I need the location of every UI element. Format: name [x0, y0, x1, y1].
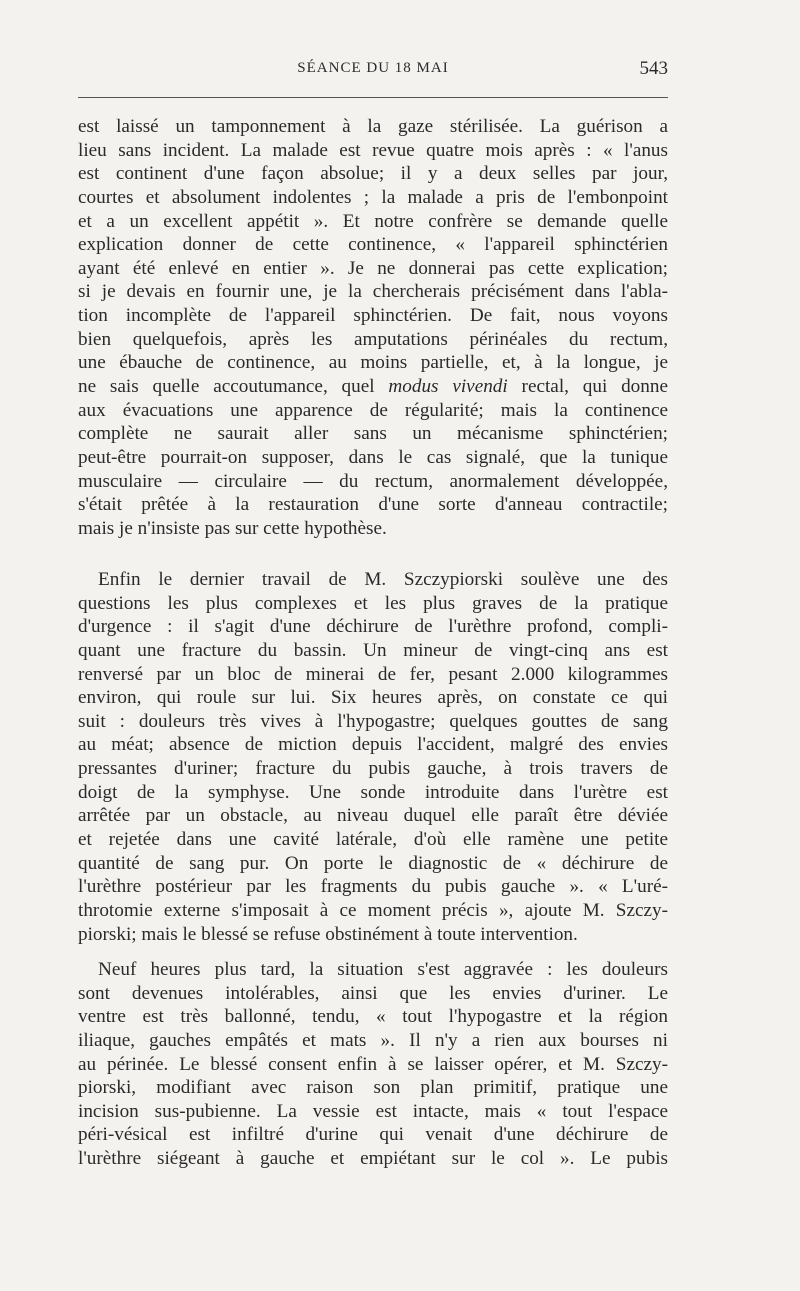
text-line: ventre est très ballonné, tendu, « tout l'hypogastre et la région: [78, 1006, 668, 1028]
text-line: est continent d'une façon absolue; il y a deux selles par jour,: [78, 163, 668, 185]
text-line: piorski; mais le blessé se refuse obstinément à toute intervention.: [78, 923, 578, 945]
text-line: s'était prêtée à la restauration d'une sorte d'anneau contractile;: [78, 494, 668, 516]
text-line: péri-vésical est infiltré d'urine qui venait d'une déchirure de: [78, 1124, 668, 1146]
text-line: suit : douleurs très vives à l'hypogastre; quelques gouttes de sang: [78, 710, 668, 732]
header-rule: [78, 97, 668, 98]
text-line: bien quelquefois, après les amputations périnéales du rectum,: [78, 328, 668, 350]
paragraph-2: [78, 568, 668, 946]
text-line: environ, qui roule sur lui. Six heures après, on constate ce qui: [78, 687, 668, 709]
text-line: Neuf heures plus tard, la situation s'est aggravée : les douleurs: [98, 959, 668, 980]
italic-phrase: modus vivendi: [388, 376, 508, 398]
text-line: Enfin le dernier travail de M. Szczypiorski soulève une des: [98, 569, 668, 590]
text-line: si je devais en fournir une, je la chercherais précisément dans l'abla-: [78, 281, 668, 303]
running-title: SÉANCE DU 18 MAI: [297, 60, 449, 76]
text-line: sont devenues intolérables, ainsi que les envies d'uriner. Le: [78, 982, 668, 1004]
text-line: aux évacuations une apparence de régularité; mais la continence: [78, 399, 668, 421]
text-line: arrêtée par un obstacle, au niveau duquel elle paraît être déviée: [78, 805, 668, 827]
text-line: tion incomplète de l'appareil sphinctérien. De fait, nous voyons: [78, 305, 668, 327]
paragraph-1: [78, 115, 668, 541]
text-line: ne sais quelle accoutumance, quel modus vivendi rectal, qui donne: [78, 376, 668, 398]
text-line: l'urèthre postérieur par les fragments du pubis gauche ». « L'uré-: [78, 876, 668, 898]
text-line: courtes et absolument indolentes ; la malade a pris de l'embonpoint: [78, 186, 668, 208]
text-line: et a un excellent appétit ». Et notre confrère se demande quelle: [78, 210, 668, 232]
text-line: throtomie externe s'imposait à ce moment précis », ajoute M. Szczy-: [78, 899, 668, 921]
text-line: est laissé un tamponnement à la gaze stérilisée. La guérison a: [78, 116, 668, 137]
text-line: doigt de la symphyse. Une sonde introduite dans l'urètre est: [78, 781, 668, 803]
text-line: peut-être pourrait-on supposer, dans le cas signalé, que la tunique: [78, 446, 668, 468]
text-line: une ébauche de continence, au moins partielle, et, à la longue, je: [78, 352, 668, 374]
text-line: piorski, modifiant avec raison son plan primitif, pratique une: [78, 1077, 668, 1099]
text-line: d'urgence : il s'agit d'une déchirure de l'urèthre profond, compli-: [78, 616, 668, 638]
text-line: renversé par un bloc de minerai de fer, pesant 2.000 kilogrammes: [78, 663, 668, 685]
text-line: au périnée. Le blessé consent enfin à se laisser opérer, et M. Szczy-: [78, 1053, 668, 1075]
text-line: incision sus-pubienne. La vessie est intacte, mais « tout l'espace: [78, 1100, 668, 1122]
text-line: au méat; absence de miction depuis l'accident, malgré des envies: [78, 734, 668, 756]
text-line: quant une fracture du bassin. Un mineur de vingt-cinq ans est: [78, 639, 668, 661]
text-line: et rejetée dans une cavité latérale, d'où elle ramène une petite: [78, 829, 668, 851]
text-line: l'urèthre siégeant à gauche et empiétant sur le col ». Le pubis: [78, 1148, 668, 1170]
text-line: quantité de sang pur. On porte le diagnostic de « déchirure de: [78, 852, 668, 874]
text-line: questions les plus complexes et les plus graves de la pratique: [78, 592, 668, 614]
text-line: mais je n'insiste pas sur cette hypothèse.: [78, 517, 387, 539]
text-line: explication donner de cette continence, « l'appareil sphinctérien: [78, 234, 668, 256]
text-line: iliaque, gauches empâtés et mats ». Il n'y a rien aux bourses ni: [78, 1029, 668, 1051]
text-line: complète ne saurait aller sans un mécanisme sphinctérien;: [78, 423, 668, 445]
text-line: pressantes d'uriner; fracture du pubis gauche, à trois travers de: [78, 758, 668, 780]
text-line: lieu sans incident. La malade est revue quatre mois après : « l'anus: [78, 139, 668, 161]
text-line: ayant été enlevé en entier ». Je ne donnerai pas cette explication;: [78, 257, 668, 279]
text-line: musculaire — circulaire — du rectum, anormalement développée,: [78, 470, 668, 492]
page-number: 543: [639, 58, 668, 79]
page-header: [78, 58, 668, 82]
paragraph-3: [78, 958, 668, 1171]
